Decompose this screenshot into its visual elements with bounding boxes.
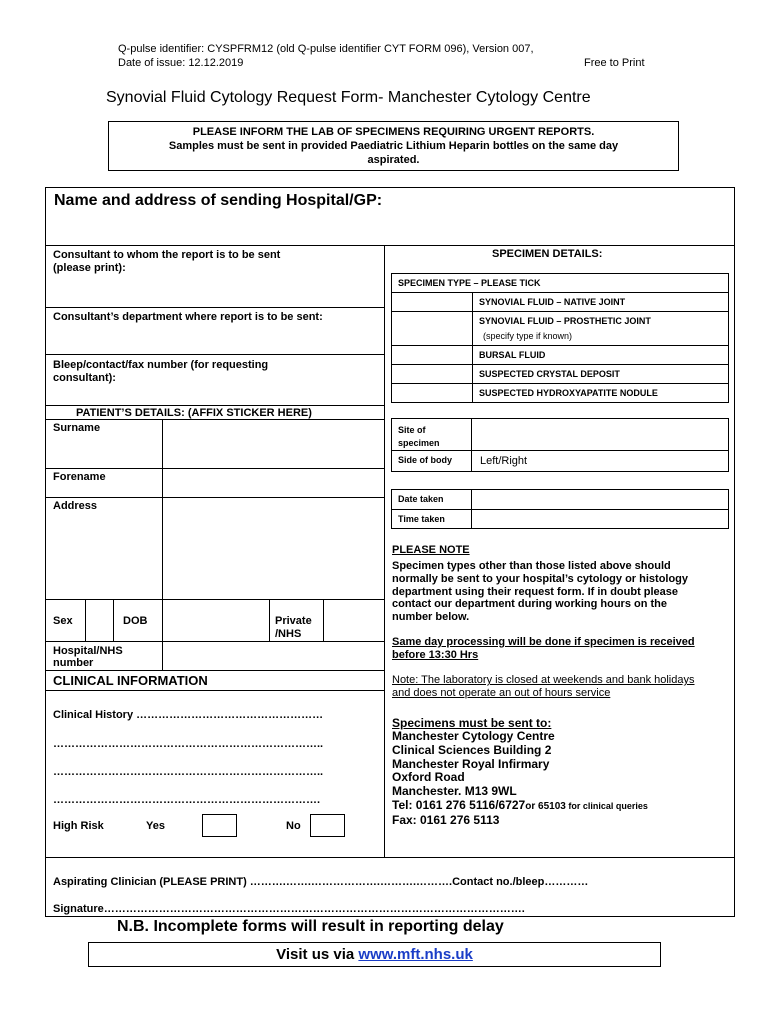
specimen-details-header: SPECIMEN DETAILS: [492,248,603,260]
notice-line-3: aspirated. [367,154,420,166]
option-prosthetic-joint: SYNOVIAL FLUID – PROSTHETIC JOINT [479,316,651,326]
tick-native-joint[interactable] [392,293,471,310]
option-bursal-fluid: BURSAL FLUID [479,350,546,360]
please-note-body: Specimen types other than those listed above should normally be sent to your hospital’s cytology or histology department using their request form. If in doubt please contact our department during working hours on the number below. [392,560,689,624]
notice-line-1: PLEASE INFORM THE LAB OF SPECIMENS REQUIRING URGENT REPORTS. [192,126,595,138]
aspirating-clinician-field[interactable]: Aspirating Clinician (PLEASE PRINT) ……….…….……………….……….……….Contact no./bleep………… [53,876,589,888]
date-of-issue: Date of issue: 12.12.2019 [118,57,244,69]
signature-field[interactable]: Signature……………………………………………………………………………………………………. [53,903,525,915]
department-label: Consultant’s department where report is to be sent: [53,311,323,323]
tick-prosthetic-joint[interactable] [392,312,471,344]
lab-address: Manchester Cytology Centre Clinical Sciences Building 2 Manchester Royal Infirmary Oxford Road Manchester. M13 9WL Tel: 0161 276 5116/6727or 65103 for clinical queries Fax: 0161 276 5113 [392,729,648,827]
bleep-label: Bleep/contact/fax number (for requesting consultant): [53,359,269,384]
same-day-processing: Same day processing will be done if specimen is received before 13:30 Hrs [392,636,695,661]
private-nhs-label: Private /NHS [275,615,312,640]
please-note-title: PLEASE NOTE [392,544,470,556]
incomplete-forms-warning: N.B. Incomplete forms will result in reporting delay [117,918,504,935]
date-taken-field[interactable] [472,490,728,508]
lab-closed-note: Note: The laboratory is closed at weekends and bank holidays and does not operate an out of hours service [392,674,695,699]
address-label: Address [53,500,98,512]
option-crystal-deposit: SUSPECTED CRYSTAL DEPOSIT [479,369,620,379]
form-title: Synovial Fluid Cytology Request Form- Manchester Cytology Centre [106,89,591,106]
consultant-label: Consultant to whom the report is to be sent (please print): [53,249,281,274]
hospital-number-label: Hospital/NHS number [53,645,123,669]
date-taken-label: Date taken [398,494,444,504]
qpulse-identifier: Q-pulse identifier: CYSPFRM12 (old Q-pulse identifier CYT FORM 096), Version 007, [118,43,534,55]
patient-details-header: PATIENT’S DETAILS: (AFFIX STICKER HERE) [76,407,312,419]
urgent-notice [108,121,679,171]
surname-label: Surname [53,422,101,434]
site-of-specimen-label: Site of specimen [398,425,440,448]
no-label: No [286,820,301,832]
option-hydroxyapatite: SUSPECTED HYDROXYAPATITE NODULE [479,388,658,398]
option-prosthetic-note: (specify type if known) [483,331,573,341]
clinical-history-field[interactable]: Clinical History …………………………………………… [53,709,324,721]
forename-label: Forename [53,471,106,483]
dob-label: DOB [123,615,148,627]
tick-hydroxyapatite[interactable] [392,384,471,402]
side-of-body-value[interactable]: Left/Right [480,455,528,467]
yes-label: Yes [146,820,165,832]
free-to-print: Free to Print [584,57,645,69]
website-link[interactable]: www.mft.nhs.uk [358,946,473,963]
clinical-information-header: CLINICAL INFORMATION [53,673,208,688]
time-taken-field[interactable] [472,510,728,528]
site-of-specimen-field[interactable] [472,419,728,449]
send-to-title: Specimens must be sent to: [392,716,552,730]
side-of-body-label: Side of body [398,455,452,465]
clinical-history-line-4[interactable]: ………………………………………………………………. [53,794,321,806]
high-risk-label: High Risk [53,820,104,832]
visit-us-box [88,942,661,967]
tick-bursal-fluid[interactable] [392,346,471,363]
sending-hospital-label: Name and address of sending Hospital/GP: [54,192,383,209]
clinical-history-line-3[interactable]: ……………………………………………………………….. [53,766,324,778]
specimen-type-label: SPECIMEN TYPE – PLEASE TICK [398,278,541,288]
time-taken-label: Time taken [398,514,445,524]
high-risk-no-checkbox[interactable] [310,814,345,837]
clinical-history-line-2[interactable]: ……………………………………………………………….. [53,738,324,750]
notice-line-2: Samples must be sent in provided Paediatric Lithium Heparin bottles on the same day [168,140,619,152]
high-risk-yes-checkbox[interactable] [202,814,237,837]
visit-us-label: Visit us via [276,946,359,963]
sex-label: Sex [53,615,73,627]
option-native-joint: SYNOVIAL FLUID – NATIVE JOINT [479,297,626,307]
lab-telephone: Tel: 0161 276 5116/6727or 65103 for clinical queries [392,797,648,812]
tick-crystal-deposit[interactable] [392,365,471,382]
